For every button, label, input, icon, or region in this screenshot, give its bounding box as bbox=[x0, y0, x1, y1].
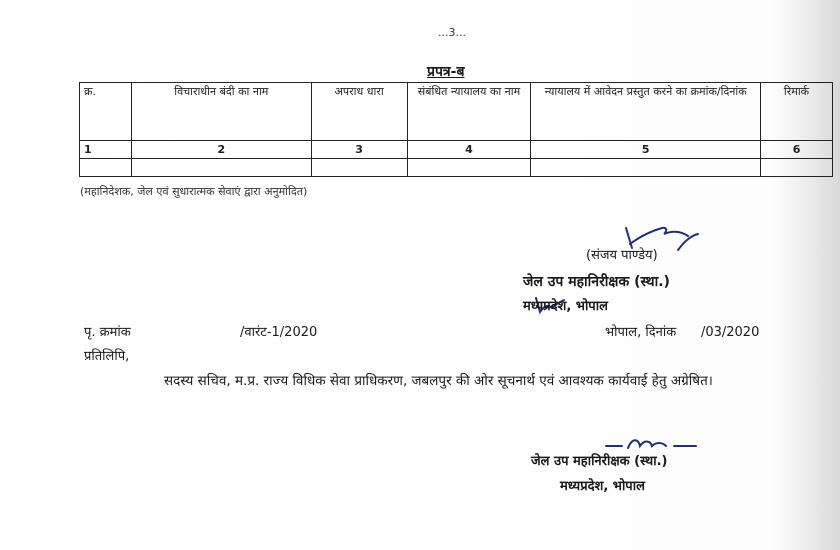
reference-code: /वारंट-1/2020 bbox=[240, 325, 318, 340]
header-remarks: रिमार्क bbox=[761, 83, 833, 141]
proforma-table bbox=[79, 82, 833, 177]
page-number: ...3... bbox=[438, 26, 466, 39]
signer-place: मध्यप्रदेश, भोपाल bbox=[523, 299, 608, 314]
column-number: 3 bbox=[311, 141, 407, 159]
table-cell bbox=[131, 159, 311, 177]
table-cell bbox=[407, 159, 531, 177]
column-number: 2 bbox=[131, 141, 311, 159]
column-number: 4 bbox=[407, 141, 531, 159]
copy-body: सदस्य सचिव, म.प्र. राज्य विधिक सेवा प्राधिकरण, जबलपुर की ओर सूचनार्थ एवं आवश्यक कार्यवाई हेतु अग्रेषित। bbox=[164, 373, 713, 389]
form-title: प्रपत्र-ब bbox=[427, 64, 465, 80]
header-offence-section: अपराध धारा bbox=[311, 83, 407, 141]
header-prisoner-name: विचाराधीन बंदी का नाम bbox=[131, 83, 311, 141]
table-cell bbox=[311, 159, 407, 177]
table-row bbox=[80, 141, 833, 159]
signer2-title: जेल उप महानिरीक्षक (स्था.) bbox=[531, 454, 668, 469]
header-application-number-date: न्यायालय में आवेदन प्रस्तुत करने का क्रमांक/दिनांक bbox=[531, 83, 761, 141]
signer2-place: मध्यप्रदेश, भोपाल bbox=[560, 479, 645, 494]
table-cell bbox=[80, 159, 132, 177]
column-number: 6 bbox=[761, 141, 833, 159]
reference-label: पृ. क्रमांक bbox=[84, 325, 131, 340]
signer-title: जेल उप महानिरीक्षक (स्था.) bbox=[523, 274, 670, 290]
table-cell bbox=[761, 159, 833, 177]
header-serial: क्र. bbox=[80, 83, 132, 141]
reference-date: भोपाल, दिनांक /03/2020 bbox=[605, 325, 760, 340]
table-row bbox=[80, 159, 833, 177]
header-court-name: संबंधित न्यायालय का नाम bbox=[407, 83, 531, 141]
signer-name: (संजय पाण्डेय) bbox=[586, 248, 658, 263]
table-header-row bbox=[80, 83, 833, 141]
column-number: 5 bbox=[531, 141, 761, 159]
table-cell bbox=[531, 159, 761, 177]
column-number: 1 bbox=[80, 141, 132, 159]
approval-note: (महानिदेशक, जेल एवं सुधारात्मक सेवाएं द्वारा अनुमोदित) bbox=[80, 185, 308, 198]
copy-heading: प्रतिलिपि, bbox=[84, 349, 130, 364]
